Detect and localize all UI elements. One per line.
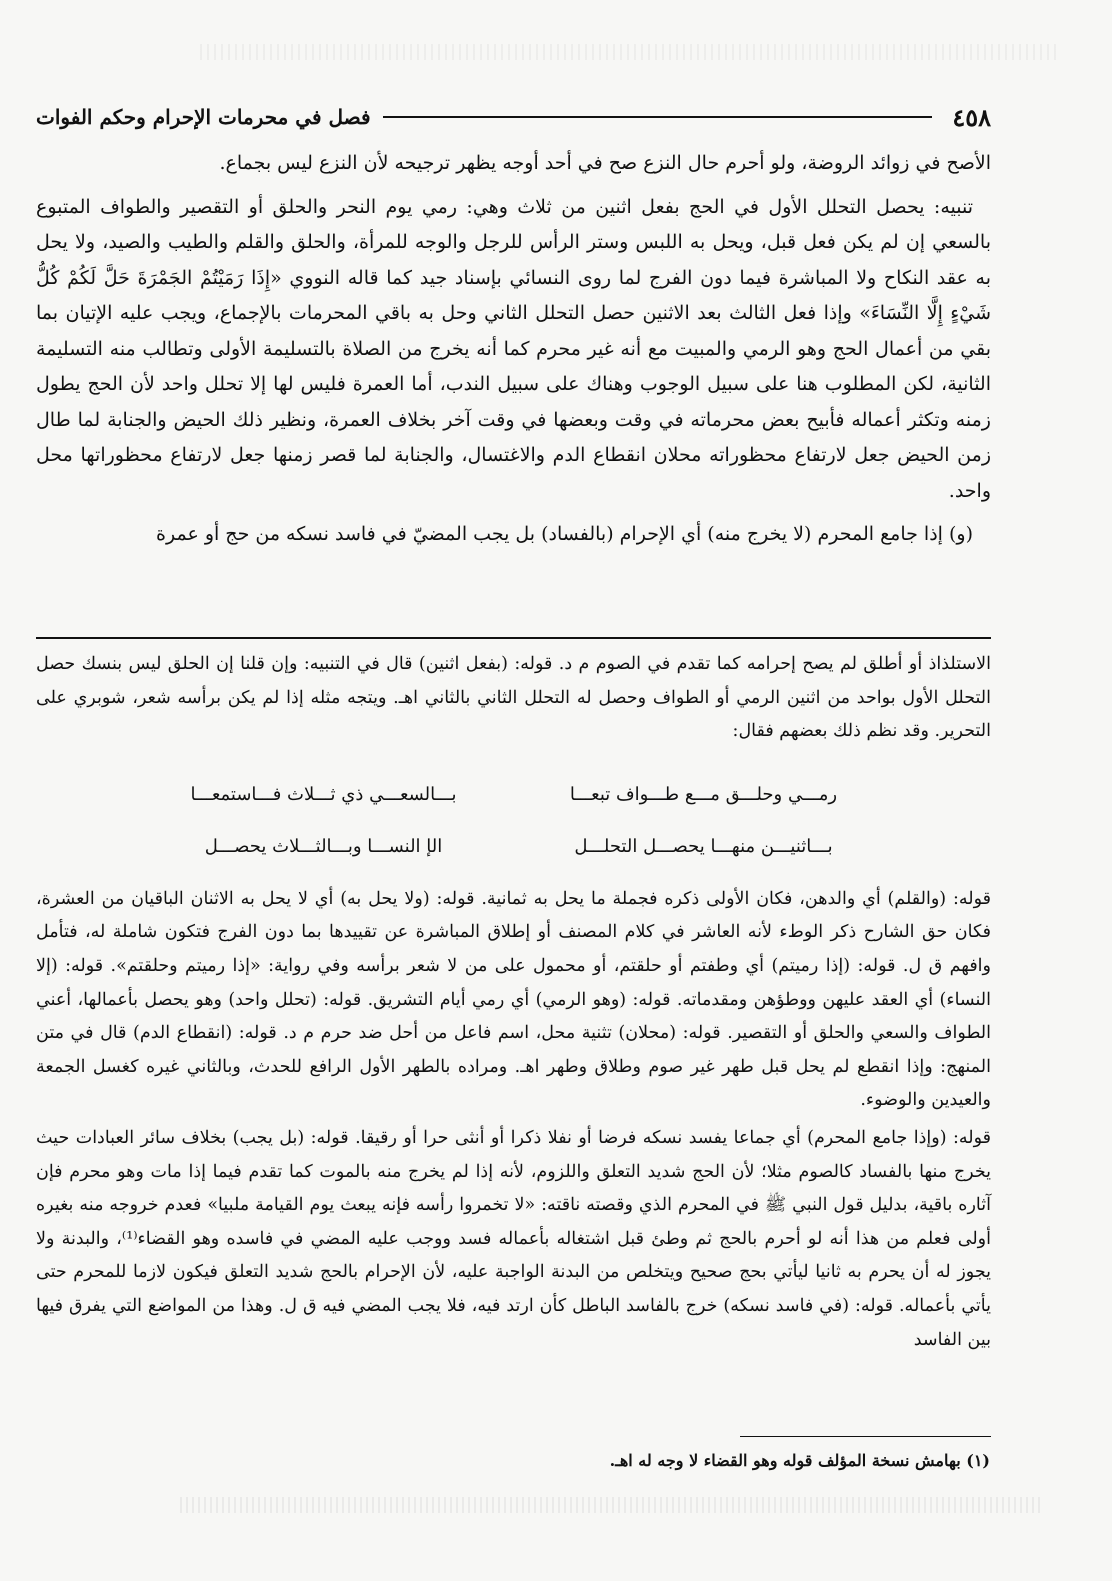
- header-rule: [383, 116, 933, 118]
- commentary-paragraph: الاستلذاذ أو أطلق لم يصح إحرامه كما تقدم في الصوم م د. قوله: (بفعل اثنين) قال في التنبيه: وإن قلنا إن الحلق ليس بنسك حصل التحلل الأول بواحد من اثنين الرمي أو الطواف وحصل له التحلل الثاني بالثاني اهـ. ويتجه مثله إذا لم يكن برأسه شعر، شوبري على التحرير. وقد نظم ذلك بعضهم فقال:: [36, 654, 991, 742]
- page-number: ٤٥٨: [952, 102, 991, 132]
- poem-hemistich: بـــالسعـــي ذي ثـــلاث فـــاستمعـــا: [190, 783, 457, 805]
- main-paragraph: الأصح في زوائد الروضة، ولو أحرم حال النزع صح في أحد أوجه يظهر ترجيحه لأن النزع ليس بجماع.: [219, 152, 991, 174]
- running-header: [36, 100, 991, 134]
- main-paragraph: (و) إذا جامع المحرم (لا يخرج منه) أي الإحرام (بالفساد) بل يجب المضيّ في فاسد نسكه من حج أو عمرة: [156, 523, 973, 545]
- poem-verse: [164, 769, 864, 821]
- main-paragraph: تنبيه: يحصل التحلل الأول في الحج بفعل اثنين من ثلاث وهي: رمي يوم النحر والحلق أو التقصير والطواف المتبوع بالسعي إن لم يكن فعل قبل، ويحل به اللبس وستر الرأس للرجل والوجه للمرأة، والحلق والقلم والطيب والصيد، ولا يحل به عقد النكاح ولا المباشرة فيما دون الفرج لما روى النسائي بإسناد جيد كما قاله النووي «إِذَا رَمَيْتُمْ الجَمْرَةَ حَلَّ لَكُمْ كُلُّ شَيْءٍ إِلَّا النِّسَاءَ» وإذا فعل الثالث بعد الاثنين حصل التحلل الثاني وحل به باقي المحرمات بالإجماع، ويجب عليه الإتيان بما بقي من أعمال الحج وهو الرمي والمبيت مع أنه غير محرم كما أنه يخرج من الصلاة بالتسليمة الأولى وتطالب منه التسليمة الثانية، لكن المطلوب هنا على سبيل الوجوب وهناك على سبيل الندب، أما العمرة فليس لها إلا تحلل واحد لأن الحج يطول زمنه وتكثر أعماله فأبيح بعض محرماته في وقت وبعضها في وقت آخر بخلاف العمرة، ونظير ذلك الحيض والجنابة لما طال زمن الحيض جعل لارتفاع محظوراته محلان انقطاع الدم والاغتسال، والجنابة لما قصر زمنها جعل لارتفاع محظوراتها محل واحد.: [36, 195, 991, 502]
- main-text: [36, 146, 991, 561]
- commentary-paragraph: قوله: (والقلم) أي والدهن، فكان الأولى ذكره فجملة ما يحل به ثمانية. قوله: (ولا يحل به) أي لا يحل به الاثنان الباقيان من العشرة، فكان حق الشارح ذكر الوطء لأنه العاشر في كلام المصنف أو إطلاق المباشرة عن تقييدها بما دون الفرج فتكون شاملة له، فتأمل وافهم ق ل. قوله: (إذا رميتم) أي وطفتم أو حلقتم، أو محمول على من لا شعر برأسه وفي رواية: «إذا رميتم وحلقتم». قوله: (إلا النساء) أي العقد عليهن ووطؤهن ومقدماته. قوله: (وهو الرمي) أي رمي أيام التشريق. قوله: (تحلل واحد) وهو يحصل بأعمالها، أعني الطواف والسعي والحلق أو التقصير. قوله: (محلان) تثنية محل، اسم فاعل من أحل ضد حرم م د. قوله: (انقطاع الدم) قال في متن المنهج: وإذا انقطع لم يحل قبل طهر غير صوم وطلاق وطهر اهـ. ومراده بالطهر الأول الرافع للحدث، وبالثاني غيره كغسل الجمعة والعيدين والوضوء.: [36, 888, 991, 1111]
- poem-verse: [164, 821, 864, 873]
- poem-hemistich: الإ النســـا وبـــالثـــلاث يحصـــل: [204, 835, 443, 857]
- section-divider: [36, 637, 991, 639]
- scan-artifact-bottom: [180, 1497, 1040, 1513]
- chapter-title: فصل في محرمات الإحرام وحكم الفوات: [36, 105, 371, 129]
- footnote-rule: [740, 1436, 991, 1437]
- poem-hemistich: رمـــي وحلـــق مـــع طـــواف تبعـــا: [569, 783, 838, 805]
- commentary-paragraph: قوله: (وإذا جامع المحرم) أي جماعا يفسد نسكه فرضا أو نفلا ذكرا أو أنثى حرا أو رقيقا. قوله: (بل يجب) بخلاف سائر العبادات حيث يخرج منها بالفساد كالصوم مثلا؛ لأن الحج شديد التعلق واللزوم، لأنه إذا لم يخرج منه بالموت كما تقدم فيما إذا مات وهو محرم فإن آثاره باقية، بدليل قول النبي ﷺ في المحرم الذي وقصته ناقته: «لا تخمروا رأسه فإنه يبعث يوم القيامة ملبيا» فعدم خروجه منه بغيره أولى فعلم من هذا أنه لو أحرم بالحج ثم وطئ قبل اشتغاله بأعماله فسد ووجب عليه المضي في فاسده وهو القضاء⁽¹⁾، والبدنة ولا يجوز له أن يحرم به ثانيا ليأتي بحج صحيح ويتخلص من البدنة الواجبة عليه، لأن الإحرام بالحج شديد التعلق فيكون لازما للمحرم حتى يأتي بأعماله. قوله: (في فاسد نسكه) خرج بالفاسد الباطل كأن ارتد فيه، فلا يجب المضي فيه ق ل. وهذا من المواضع التي يفرق فيها بين الفاسد: [36, 1127, 992, 1350]
- poem-hemistich: بـــاثنيـــن منهـــا يحصـــل التحلـــل: [574, 835, 833, 857]
- poem: [164, 769, 864, 873]
- commentary-text: [36, 648, 991, 1361]
- footnote: (١) بهامش نسخة المؤلف قوله وهو القضاء لا وجه له اهـ.: [609, 1451, 990, 1470]
- scan-artifact-top: [200, 44, 1060, 60]
